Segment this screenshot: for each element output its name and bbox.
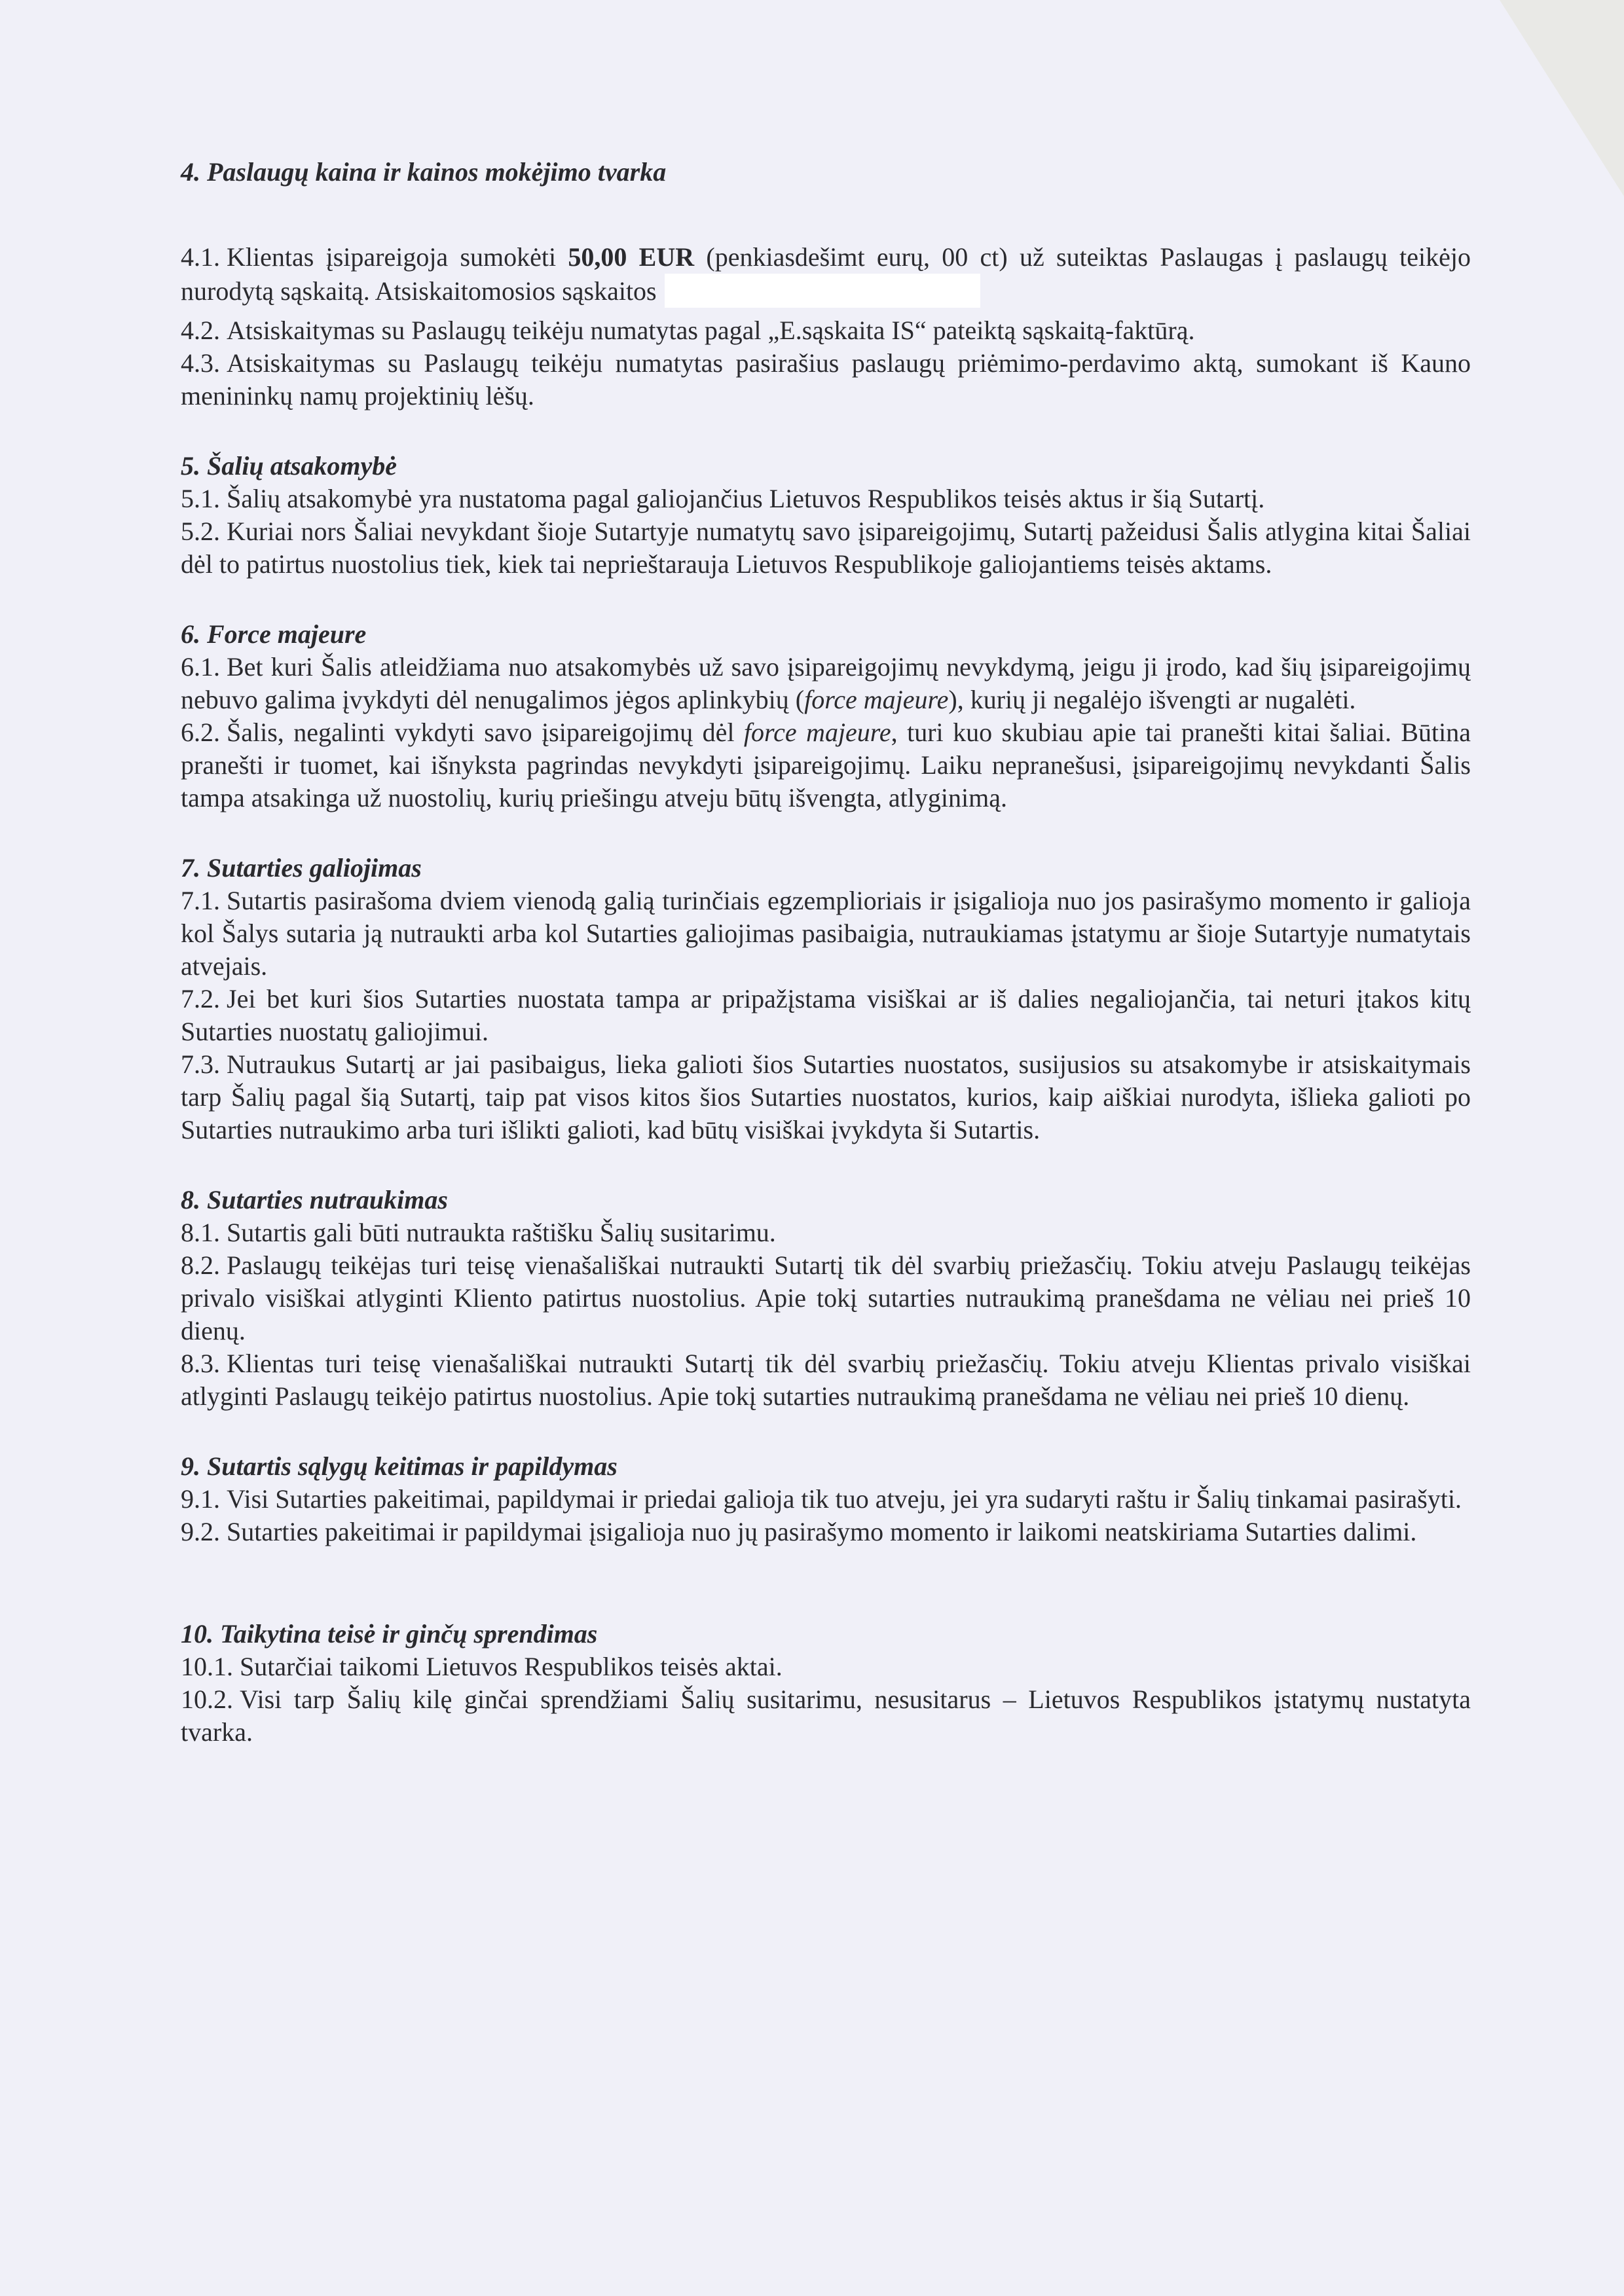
clause-6-2 <box>181 716 1471 814</box>
clause-number: 5.1. <box>181 484 220 513</box>
clause-text: Jei bet kuri šios Sutarties nuostata tampa ar pripažįstama visiškai ar iš dalies negaliojančia, tai neturi įtakos kitų Sutarties nuostatų galiojimui. <box>181 984 1471 1046</box>
clause-7-3 <box>181 1048 1471 1146</box>
clause-number: 7.3. <box>181 1049 220 1079</box>
clause-8-2 <box>181 1249 1471 1347</box>
clause-number: 6.1. <box>181 652 220 682</box>
section-heading: 8. Sutarties nutraukimas <box>181 1185 448 1214</box>
clause-text: Sutartis gali būti nutraukta raštišku Šalių susitarimu. <box>227 1218 776 1247</box>
section-4-price-payment <box>181 156 1471 412</box>
clause-number: 9.2. <box>181 1517 220 1546</box>
clause-number: 9.1. <box>181 1484 220 1514</box>
clause-number: 7.1. <box>181 886 220 915</box>
section-5-liability <box>181 450 1471 581</box>
clause-9-1 <box>181 1483 1471 1516</box>
clause-text: Sutarčiai taikomi Lietuvos Respublikos teisės aktai. <box>240 1652 783 1681</box>
clause-7-2 <box>181 983 1471 1048</box>
clause-number: 4.2. <box>181 316 220 345</box>
clause-text: Paslaugų teikėjas turi teisę vienašališkai nutraukti Sutartį tik dėl svarbių priežasčių. Tokiu atveju Paslaugų teikėjas privalo visiškai atlyginti Kliento patirtus nuostolius. Apie tokį sutarties nutraukimą pranešdama ne vėliau nei prieš 10 dienų. <box>181 1250 1471 1345</box>
price-amount: 50,00 EUR <box>568 242 695 272</box>
clause-text: ), kurių ji negalėjo išvengti ar nugalėti. <box>948 685 1356 714</box>
clause-9-2 <box>181 1516 1471 1548</box>
section-9-amendments <box>181 1450 1471 1548</box>
clause-number: 4.1. <box>181 242 220 272</box>
clause-text: Kuriai nors Šaliai nevykdant šioje Sutartyje numatytų savo įsipareigojimų, Sutartį pažeidusi Šalis atlygina kitai Šaliai dėl to patirtus nuostolius tiek, kiek tai neprieštarauja Lietuvos Respublikoje galiojantiems teisės aktams. <box>181 517 1471 579</box>
clause-number: 8.2. <box>181 1250 220 1280</box>
section-10-governing-law <box>181 1618 1471 1749</box>
clause-8-1 <box>181 1216 1471 1249</box>
clause-number: 8.1. <box>181 1218 220 1247</box>
section-heading: 5. Šalių atsakomybė <box>181 451 397 481</box>
clause-number: 7.2. <box>181 984 220 1013</box>
clause-4-3 <box>181 347 1471 412</box>
clause-text: Atsiskaitymas su Paslaugų teikėju numatytas pagal „E.sąskaita IS“ pateiktą sąskaitą-faktūrą. <box>227 316 1195 345</box>
section-heading: 10. Taikytina teisė ir ginčų sprendimas <box>181 1619 598 1649</box>
clause-8-3 <box>181 1347 1471 1413</box>
clause-text: Bet kuri Šalis atleidžiama nuo atsakomybės už savo įsipareigojimų nevykdymą, jeigu ji įrodo, kad šių įsipareigojimų nebuvo galima įvykdyti dėl nenugalimos jėgos aplinkybių ( <box>181 652 1471 714</box>
section-7-validity <box>181 852 1471 1146</box>
redacted-account-number <box>665 274 980 308</box>
clause-text: Sutartis pasirašoma dviem vienodą galią turinčiais egzemplioriais ir įsigalioja nuo jos pasirašymo momento ir galioja kol Šalys sutaria ją nutraukti arba kol Sutarties galiojimas pasibaigia, nutraukiamas įstatymu ar šioje Sutartyje numatytais atvejais. <box>181 886 1471 981</box>
clause-number: 10.1. <box>181 1652 233 1681</box>
clause-text-italic: force majeure <box>804 685 949 714</box>
section-8-termination <box>181 1184 1471 1413</box>
clause-text: Sutarties pakeitimai ir papildymai įsigalioja nuo jų pasirašymo momento ir laikomi neatskiriama Sutarties dalimi. <box>227 1517 1417 1546</box>
clause-4-2 <box>181 314 1471 347</box>
section-heading: 7. Sutarties galiojimas <box>181 853 422 883</box>
clause-text: Šalių atsakomybė yra nustatoma pagal galiojančius Lietuvos Respublikos teisės aktus ir šią Sutartį. <box>227 484 1265 513</box>
clause-number: 8.3. <box>181 1349 220 1378</box>
clause-text: Atsiskaitymas su Paslaugų teikėju numatytas pasirašius paslaugų priėmimo-perdavimo aktą, sumokant iš Kauno menininkų namų projektinių lėšų. <box>181 348 1471 410</box>
clause-4-1 <box>181 241 1471 308</box>
clause-5-1 <box>181 483 1471 515</box>
section-heading: 6. Force majeure <box>181 619 367 649</box>
clause-text: Visi Sutarties pakeitimai, papildymai ir priedai galioja tik tuo atveju, jei yra sudaryti raštu ir Šalių tinkamai pasirašyti. <box>227 1484 1462 1514</box>
clause-6-1 <box>181 651 1471 716</box>
clause-text: Klientas įsipareigoja sumokėti <box>227 242 568 272</box>
clause-text: (penkiasdešimt eurų, 00 ct) už suteiktas Paslaugas į paslaugų teikėjo nurodytą sąskaitą. Atsiskaitomosios sąskaitos <box>181 242 1471 306</box>
clause-text-italic: force majeure <box>743 718 891 747</box>
clause-text: , turi kuo skubiau apie tai pranešti kitai šaliai. Būtina pranešti ir tuomet, kai išnyksta pagrindas nevykdyti įsipareigojimų. Laiku nepranešusi, įsipareigojimų nevykdanti Šalis tampa atsakinga už nuostolių, kurių priešingu atveju būtų išvengta, atlyginimą. <box>181 718 1471 812</box>
clause-7-1 <box>181 884 1471 983</box>
clause-text: Šalis, negalinti vykdyti savo įsipareigojimų dėl <box>227 718 744 747</box>
section-heading: 9. Sutartis sąlygų keitimas ir papildymas <box>181 1451 618 1481</box>
clause-text: Nutraukus Sutartį ar jai pasibaigus, lieka galioti šios Sutarties nuostatos, susijusios su atsakomybe ir atsiskaitymais tarp Šalių pagal šią Sutartį, taip pat visos kitos šios Sutarties nuostatos, kurios, kaip aiškiai nurodyta, išlieka galioti po Sutarties nutraukimo arba turi išlikti galioti, kad būtų visiškai įvykdyta ši Sutartis. <box>181 1049 1471 1144</box>
folded-corner <box>1500 0 1624 196</box>
document-body <box>181 156 1471 1749</box>
clause-text: Klientas turi teisę vienašališkai nutraukti Sutartį tik dėl svarbių priežasčių. Tokiu atveju Klientas privalo visiškai atlyginti Paslaugų teikėjo patirtus nuostolius. Apie tokį sutarties nutraukimą pranešdama ne vėliau nei prieš 10 dienų. <box>181 1349 1471 1411</box>
clause-number: 4.3. <box>181 348 220 378</box>
section-heading: 4. Paslaugų kaina ir kainos mokėjimo tvarka <box>181 157 667 187</box>
clause-10-1 <box>181 1650 1471 1683</box>
clause-5-2 <box>181 515 1471 581</box>
clause-number: 5.2. <box>181 517 220 546</box>
clause-number: 10.2. <box>181 1685 233 1714</box>
section-6-force-majeure <box>181 618 1471 814</box>
clause-text: Visi tarp Šalių kilę ginčai sprendžiami Šalių susitarimu, nesusitarus – Lietuvos Respublikos įstatymų nustatyta tvarka. <box>181 1685 1471 1747</box>
clause-10-2 <box>181 1683 1471 1749</box>
clause-number: 6.2. <box>181 718 220 747</box>
